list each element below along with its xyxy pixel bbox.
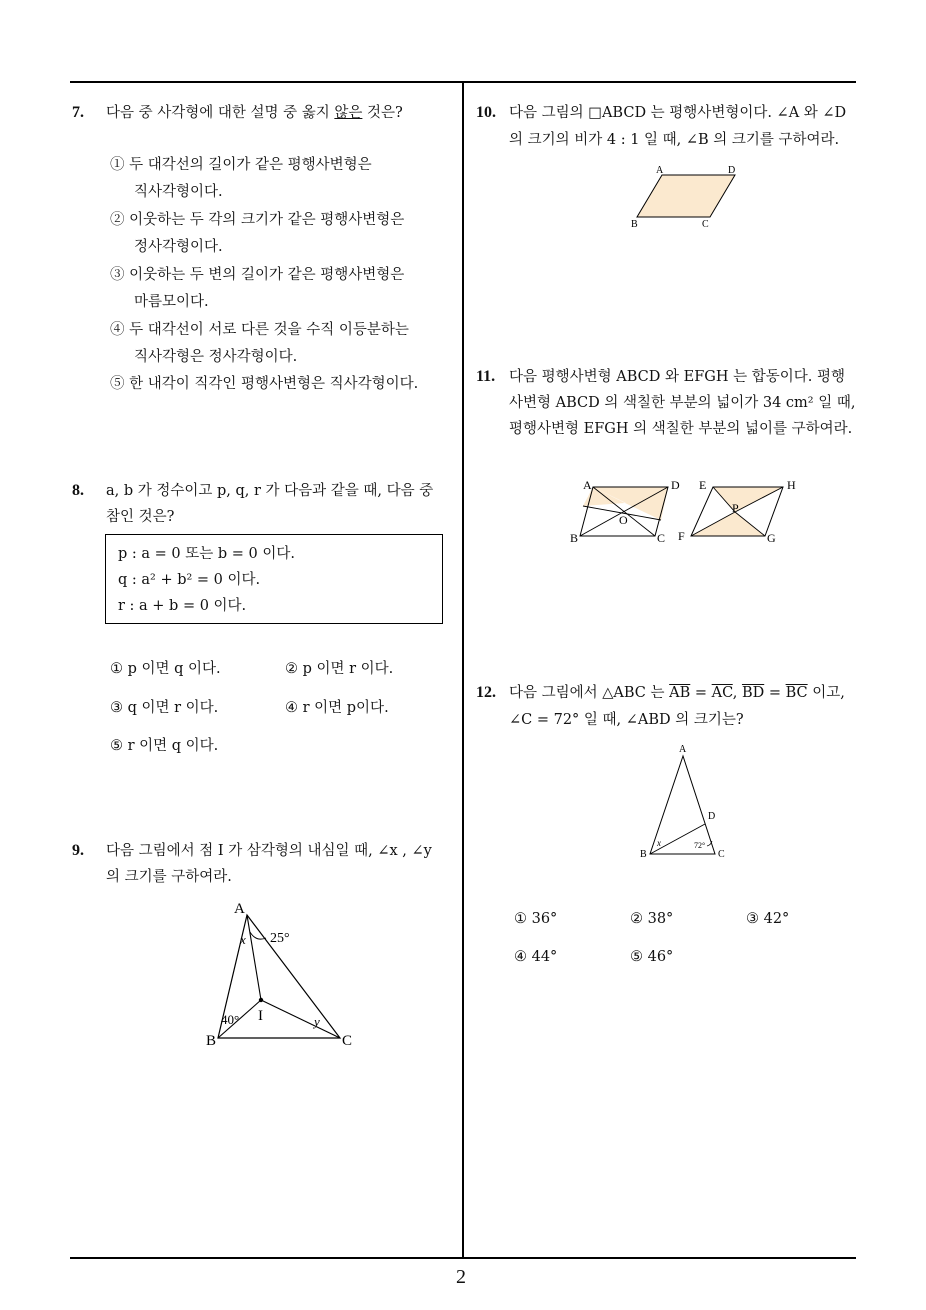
q10-stem-line1: 다음 그림의 □ABCD 는 평행사변형이다. ∠A 와 ∠D bbox=[509, 105, 847, 121]
q7-number: 7. bbox=[72, 104, 84, 121]
q7-option-mark: ⑤ bbox=[110, 376, 125, 392]
q12-option-3[interactable]: ③ 42° bbox=[746, 911, 790, 927]
q7-option-text: 이웃하는 두 각의 크기가 같은 평행사변형은 bbox=[129, 212, 405, 228]
q7-option-text: 두 대각선이 서로 다른 것을 수직 이등분하는 bbox=[129, 322, 409, 338]
q11-label-B: B bbox=[570, 531, 579, 545]
q9-label-angle-40: 40° bbox=[221, 1012, 240, 1027]
q8-option-4[interactable]: ④ r 이면 p이다. bbox=[285, 700, 389, 716]
q12-option-5[interactable]: ⑤ 46° bbox=[630, 949, 674, 965]
q8-option-2[interactable]: ② p 이면 r 이다. bbox=[285, 661, 394, 677]
q12-label-D: D bbox=[708, 811, 716, 822]
q12-option-2[interactable]: ② 38° bbox=[630, 911, 674, 927]
q12-seg-ab: $\overline{AB}$ bbox=[669, 685, 691, 701]
q10-number: 10. bbox=[476, 104, 496, 121]
q11-stem-line2: 사변형 ABCD 의 색칠한 부분의 넓이가 34 cm² 일 때, bbox=[509, 395, 856, 411]
q10-label-B: B bbox=[631, 219, 638, 230]
q12-label-x: x bbox=[657, 838, 661, 848]
q12-triangle-figure bbox=[635, 740, 735, 865]
q10-label-C: C bbox=[702, 219, 709, 230]
q7-option-4[interactable] bbox=[110, 317, 409, 371]
q7-option-text: 이웃하는 두 변의 길이가 같은 평행사변형은 bbox=[129, 267, 405, 283]
q12-label-A: A bbox=[679, 744, 687, 755]
q12-label-B: B bbox=[640, 849, 647, 860]
q11-label-E: E bbox=[699, 478, 707, 492]
q7-option-text-cont: 직사각형이다. bbox=[134, 184, 223, 200]
q12-stem-b: 이고, bbox=[807, 685, 845, 701]
q12-option-4[interactable]: ④ 44° bbox=[514, 949, 558, 965]
q8-option-1[interactable]: ① p 이면 q 이다. bbox=[110, 661, 221, 677]
q10-label-D: D bbox=[728, 165, 736, 176]
q7-stem bbox=[106, 100, 403, 127]
q7-option-2[interactable] bbox=[110, 207, 404, 261]
q9-label-C: C bbox=[342, 1033, 353, 1049]
q7-option-1[interactable] bbox=[110, 152, 372, 206]
q8-option-3[interactable]: ③ q 이면 r 이다. bbox=[110, 700, 219, 716]
q12-seg-bd: $\overline{BD}$ bbox=[741, 685, 765, 701]
q8-stem-line1: a, b 가 정수이고 p, q, r 가 다음과 같을 때, 다음 중 bbox=[106, 483, 434, 499]
q8-condition-p: p : a = 0 또는 b = 0 이다. bbox=[118, 546, 295, 562]
q9-stem-line2: 의 크기를 구하여라. bbox=[106, 869, 232, 885]
bottom-rule bbox=[70, 1257, 856, 1259]
q11-number: 11. bbox=[476, 368, 496, 385]
q12-option-1[interactable]: ① 36° bbox=[514, 911, 558, 927]
q11-parallelograms-figure bbox=[565, 472, 805, 552]
q12-eq2: = bbox=[764, 685, 786, 701]
q11-label-A: A bbox=[583, 478, 592, 492]
q8-condition-q: q : a² + b² = 0 이다. bbox=[118, 572, 261, 588]
q9-label-A: A bbox=[234, 901, 245, 917]
q12-seg-ac: $\overline{AC}$ bbox=[711, 685, 733, 701]
q12-sep: , bbox=[732, 685, 742, 701]
q9-label-B: B bbox=[206, 1033, 217, 1049]
q11-label-D: D bbox=[671, 478, 680, 492]
q12-stem-line2: ∠C = 72° 일 때, ∠ABD 의 크기는? bbox=[509, 712, 744, 728]
q11-label-H: H bbox=[787, 478, 796, 492]
q7-option-text: 한 내각이 직각인 평행사변형은 직사각형이다. bbox=[129, 376, 419, 392]
q11-label-O: O bbox=[619, 513, 628, 527]
q9-triangle-figure bbox=[200, 900, 370, 1055]
q12-label-angle-72: 72° bbox=[694, 841, 706, 850]
q7-option-text: 두 대각선의 길이가 같은 평행사변형은 bbox=[129, 157, 372, 173]
q11-label-P: P bbox=[732, 501, 739, 515]
page-number: 2 bbox=[456, 1266, 466, 1288]
q10-stem-line2: 의 크기의 비가 4 : 1 일 때, ∠B 의 크기를 구하여라. bbox=[509, 132, 840, 148]
q7-option-text-cont: 마름모이다. bbox=[134, 294, 209, 310]
q10-label-A: A bbox=[656, 165, 664, 176]
column-divider bbox=[462, 82, 464, 1258]
q11-stem-line3: 평행사변형 EFGH 의 색칠한 부분의 넓이를 구하여라. bbox=[509, 421, 853, 437]
q12-label-C: C bbox=[718, 849, 725, 860]
q11-label-G: G bbox=[767, 531, 776, 545]
q7-stem-b: 것은? bbox=[362, 105, 403, 121]
q11-label-F: F bbox=[678, 529, 685, 543]
q7-stem-underlined: 않은 bbox=[334, 105, 363, 121]
q9-label-angle-25: 25° bbox=[270, 931, 290, 946]
q12-stem-a: 다음 그림에서 △ABC 는 bbox=[509, 685, 670, 701]
q11-label-C: C bbox=[657, 531, 666, 545]
q10-parallelogram-figure bbox=[625, 160, 745, 235]
q12-stem-line1 bbox=[509, 680, 845, 707]
q7-option-text-cont: 직사각형은 정사각형이다. bbox=[134, 349, 298, 365]
q8-condition-box bbox=[105, 534, 443, 624]
q7-stem-a: 다음 중 사각형에 대한 설명 중 옳지 bbox=[106, 105, 335, 121]
q8-number: 8. bbox=[72, 482, 84, 499]
q7-option-5[interactable] bbox=[110, 371, 418, 398]
q11-stem-line1: 다음 평행사변형 ABCD 와 EFGH 는 합동이다. 평행 bbox=[509, 369, 845, 385]
q9-stem-line1: 다음 그림에서 점 I 가 삼각형의 내심일 때, ∠x , ∠y bbox=[106, 843, 432, 859]
q9-label-I: I bbox=[258, 1008, 263, 1024]
q7-option-text-cont: 정사각형이다. bbox=[134, 239, 223, 255]
q7-option-3[interactable] bbox=[110, 262, 404, 316]
q7-option-mark: ④ bbox=[110, 322, 125, 338]
q12-eq1: = bbox=[690, 685, 712, 701]
q12-number: 12. bbox=[476, 684, 496, 701]
q12-seg-bc: $\overline{BC}$ bbox=[785, 685, 808, 701]
q9-label-x: x bbox=[240, 932, 246, 947]
q9-number: 9. bbox=[72, 842, 84, 859]
q8-condition-r: r : a + b = 0 이다. bbox=[118, 598, 247, 614]
q7-option-mark: ① bbox=[110, 157, 125, 173]
q7-option-mark: ③ bbox=[110, 267, 125, 283]
q9-label-y: y bbox=[314, 1014, 320, 1029]
q8-option-5[interactable]: ⑤ r 이면 q 이다. bbox=[110, 738, 219, 754]
q8-stem-line2: 참인 것은? bbox=[106, 509, 175, 525]
q7-option-mark: ② bbox=[110, 212, 125, 228]
